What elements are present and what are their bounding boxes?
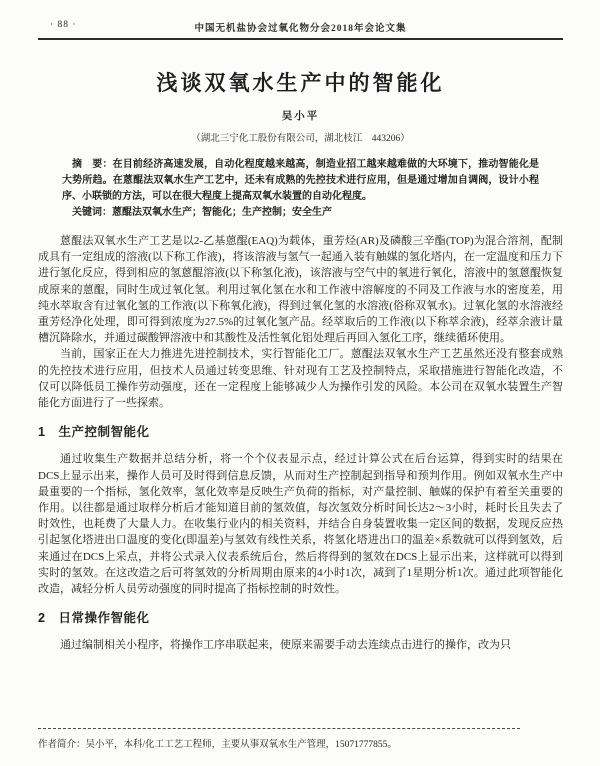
- keywords-line: [62, 205, 539, 221]
- intro-paragraph-2: 当前，国家正在大力推进先进控制技术，实行智能化工厂。蒽醌法双氧水生产工艺虽然还没有整套成熟的先控技术进行应用，但技术人员通过转变思维、针对现有工艺及控制特点，采取措施进行智能化改造，不仅可以降低员工操作劳动强度，还在一定程度上能够减少人为操作引发的风险。本公司在双氧水装置生产智能化方面进行了一些探索。: [38, 348, 563, 410]
- section-2-title: 日常操作智能化: [58, 611, 150, 626]
- author-affiliation: （湖北三宁化工股份有限公司，湖北枝江 443206）: [191, 134, 410, 144]
- running-head: [38, 20, 563, 35]
- body-text: [38, 233, 563, 654]
- section-2-number: 2: [38, 611, 46, 626]
- keywords-text: 蒽醌法双氧水生产；智能化；生产控制；安全生产: [112, 207, 332, 218]
- section-1-heading: [38, 424, 563, 440]
- page-number: · 88 ·: [50, 20, 77, 30]
- proceedings-title: 中国无机盐协会过氧化物分会2018年会论文集: [194, 24, 407, 34]
- keywords-label: 关键词：: [72, 207, 112, 218]
- section-1-number: 1: [38, 425, 46, 440]
- intro-paragraph-1: 蒽醌法双氧水生产工艺是以2-乙基蒽醌(EAQ)为载体，重芳烃(AR)及磷酸三辛酯(TOP)为混合溶剂，配制成具有一定组成的溶液(以下称工作液)，将该溶液与氢气一起通入装有触媒的氢化塔内，在一定温度和压力下进行氢化反应，得到相应的氢蒽醌溶液(以下称氢化液)，该溶液与空气中的氧进行氧化，溶液中的氢蒽醌恢复成原来的蒽醌，同时生成过氧化氢。利用过氧化氢在水和工作液中溶解度的不同及工作液与水的密度差，用纯水萃取含有过氧化氢的工作液(以下称氧化液)，得到过氧化氢的水溶液(俗称双氧水)。过氧化氢的水溶液经重芳烃净化处理，即可得到浓度为27.5%的过氧化氢产品。经萃取后的工作液(以下称萃余液)，经萃余液计量槽沉降除水，并通过碳酸钾溶液中和其酸性及活性氧化铝处理后再回入氢化工序，继续循环使用。: [38, 235, 563, 345]
- section-2-paragraph: 通过编制相关小程序，将操作工序串联起来，使原来需要手动去连续点击进行的操作，改为只: [60, 639, 511, 652]
- abstract-text: 在目前经济高速发展，自动化程度越来越高，制造业招工越来越难做的大环境下，推动智能化是大势所趋。在蒽醌法双氧水生产工艺中，还未有成熟的先控技术进行应用，但是通过增加自调阀，设计小程序、小联锁的方法，可以在很大程度上提高双氧水装置的自动化程度。: [62, 159, 540, 202]
- abstract-block: [62, 157, 539, 221]
- paper-title: 浅谈双氧水生产中的智能化: [156, 71, 445, 95]
- section-2-heading: [38, 610, 563, 626]
- section-1-paragraph: 通过收集生产数据并总结分析，将一个个仪表显示点，经过计算公式在后台运算，得到实时的结果在DCS上显示出来，操作人员可及时得到信息反馈，从而对生产控制起到指导和预判作用。例如双氧水生产中最重要的一个指标，氢化效率，氢化效率是反映生产负荷的指标，对产量控制、触媒的保护有着至关重要的作用。以往都是通过取样分析后才能知道目前的氢效值，每次氢效分析时间长达2～3小时，耗时长且失去了时效性，也耗费了大量人力。在收集行业内的相关资料，并结合自身装置收集一定区间的数据，发现反应热引起氢化塔进出口温度的变化(即温差)与氢效有线性关系，将氢化塔进出口的温差×系数就可以得到氢效，后来通过在DCS上采点，并将公式录入仪表系统后台，然后将得到的氢效在DCS上显示出来，这样就可以得到实时的氢效。在这改造之后可将氢效的分析周期由原来的4小时1次，减到了1星期分析1次。通过此项智能化改造，减轻分析人员劳动强度的同时提高了指标控制的时效性。: [38, 453, 563, 596]
- abstract-paragraph: [62, 157, 539, 205]
- footnote-rule: [38, 728, 520, 729]
- abstract-label: 摘 要：: [72, 159, 113, 170]
- header-rule: [38, 38, 563, 40]
- author-bio: 作者简介：吴小平，本科/化工工艺工程师，主要从事双氧水生产管理，15071777855。: [38, 740, 397, 750]
- section-1-title: 生产控制智能化: [58, 425, 150, 440]
- footnote-area: [38, 728, 557, 750]
- author-name: 吴小平: [281, 111, 320, 122]
